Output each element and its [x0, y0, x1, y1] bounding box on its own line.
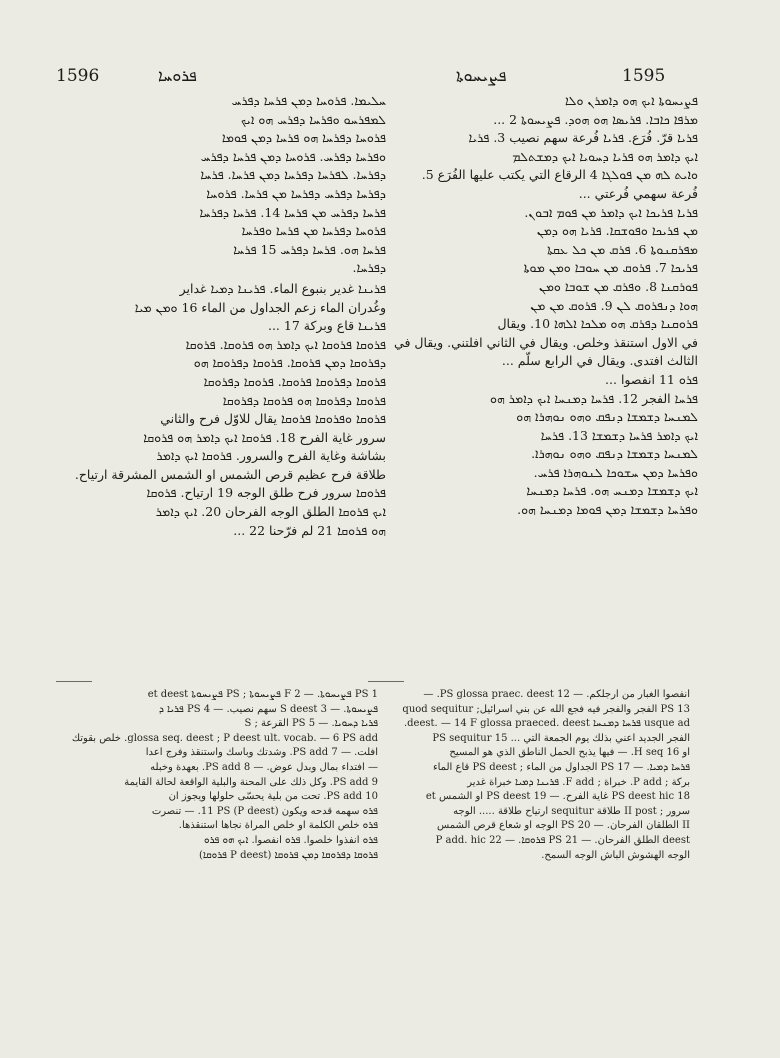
text-line: ܦܪܚܐ ܗܘ. ܦܪܚܐ ܕܦܪܚ 15 ܦܪܚܐ [233, 241, 386, 257]
footnote-line: glossa seq. deest ; P deest ult. vocab. — 6 PS add. خلص بقوتك [71, 732, 378, 744]
right-running-title: ܦܨܝܚܘܬܐ [456, 66, 507, 85]
footnote-divider [56, 681, 92, 682]
text-line: الثالث افتدى. ويقال في الرابع سلّم ... [501, 353, 698, 369]
text-line: ܦܪܝܢܐ غدير بنبوع الماء. ܦܪܝܢܐ ܕܡܝܐ غداير [179, 280, 386, 296]
text-line: ܦܨܝܚܘܬܐ ܐܝܟ ܗܘ ܕܐܡܪܢ ܘܠܐ [565, 93, 698, 108]
footnote-line: 10 PS add. تحت من بلية يحسّى حلولها ويجوز ان [168, 791, 378, 803]
text-line: ܕܦܪܘܩܐ ܕܡܢ ܦܪܘܩܐ. ܦܪܘܩܐ ܕܦܪܘܩܐ ܗܘ [193, 355, 386, 371]
text-line: ܡܢ ܦܪܝܟܐ ܘܦܘܫܩܐ. ܦܪܝܐ ܗܘ ܕܡܢ [536, 223, 698, 239]
text-line: سرور غاية الفرح 18. ܦܪܘܩܐ ܐܝܟ ܕܐܡܪ ܗܘ ܦܪܘܩܐ [143, 429, 386, 445]
text-line: ܦܪܘܚܐ ܕܦܪܚܐ ܡܢ ܦܪܚܐ ܘܦܪܚܐ [241, 223, 386, 239]
text-line: ܕܦܪܚܐ. ܠܦܪܚܐ ܕܦܪܚܐ ܕܡܢ ܦܪܚܐ. ܦܪܚܐ [200, 167, 386, 183]
right-footnotes [370, 688, 690, 863]
text-line: ܡܦܪܩܢܘܬܐ 6. ܦܪܩ ܡܢ ܟܠ ܥܩܬܐ [547, 241, 698, 257]
text-line: ܦܪܘܩܐ ܕܦܪܘܩܐ ܦܪܘܩܐ. ܦܪܘܩܐ ܕܦܪܘܩܐ [203, 373, 386, 389]
footnote-line: — افتداء بمال وبدل عوض. — 8 PS add. بعهدة وخبله [150, 761, 378, 773]
footnote-line: ܦܪܘ انفذوا خلصوا. ܦܪܘ انفصوا. ܐܝܟ ܗܘ ܦܪܘ [204, 834, 378, 846]
footnote-line: ܦܪܚܐ ܕܡܝܐ. — 17 PS الجداول من الماء ; PS deest قاع الماء [432, 761, 690, 773]
text-line: ܕܦܪܚܐ. [352, 260, 386, 276]
footnote-line: الوجه الهشوش الباش الوجه السمح. [541, 849, 690, 861]
text-line: ܦܪܘܩܐ ܘܦܪܘܩܐ ܦܪܘܩܐ يقال للاوّل فرح والثاني [160, 411, 386, 427]
text-line: بشاشة وغاية الفرح والسرور. ܦܪܘܩܐ ܐܝܟ ܕܐܡܪ [156, 448, 386, 464]
text-line: ܦܪܝܐ ܦܪܝܟܐ ܐܝܟ ܕܐܡܪ ܡܢ ܦܘܡ ܐܒܘܢ. [524, 204, 698, 220]
footnote-line: بركة ; P add. خبراة ; F add. ܦܪܝܢܐ ܕܡܝܐ خبراة غدير [467, 776, 690, 788]
text-line: طلاقة فرح عظيم قرص الشمس او الشمس المشرقة ارتياح. [74, 466, 386, 482]
footnote-line: او 16 H seq. — فيها يذبح الحمل الناطق الذي هو المسيح [449, 747, 690, 759]
text-line: ܘܦܪܚܐ ܕܫܡܫܐ ܕܡܢ ܦܘܡܐ ܕܡܢܚܐ ܗܘ. [517, 502, 698, 518]
footnote-line: ܦܪܝܐ ܕܚܘܝܐ. — 5 PS القرعة ; S [244, 718, 378, 730]
text-line: ܘܦܪܚܐ ܕܦܪܚ. ܦܪܘܚܐ ܕܡܢ ܦܪܚܐ ܕܦܪܚ [200, 148, 386, 164]
text-line: ܐܝܟ ܕܫܡܫܐ ܕܡܢܚ ܗܘ. ܦܪܚܐ ܕܡܢܚܐ [526, 483, 698, 499]
left-text-column [56, 92, 386, 540]
text-line: ܦܘܪܩܢܐ 8. ܘܦܪܩ ܡܢ ܫܘܒܐ ܘܡܢ [538, 278, 698, 294]
right-page-number: 1595 [622, 66, 666, 86]
text-line: ܦܪܘܩܐ سرور فرح طلق الوجه 19 ارتياح. ܦܪܘܩܐ [146, 485, 386, 501]
text-line: ܐܝܟ ܦܪܘܩܐ الطلق الوجه الفرحان 20. ܐܝܟ ܕܐܡܪ [155, 504, 386, 520]
footnote-line: usque ad ܦܪܚܐ ܕܡܢܚܐ deest. — 14 F glossa praeced. deest. [403, 718, 690, 730]
footnote-line: II الطلقان الفرحان. — 20 PS الوجه او شعاع قرص الشمس [437, 820, 690, 832]
text-line: ܦܪܝܐ قرّ. فُرَع. ܦܪܝܐ فُرعة سهم نصيب 3. ܦܪܝܐ [468, 130, 698, 146]
left-footnotes [58, 688, 378, 863]
text-line: ܚܠܝܡܐ. ܦܪܘܚܐ ܕܡܢ ܦܪܚܐ ܕܦܪܚ [231, 93, 386, 108]
footnote-line: ܦܪܘ سهمه قدحه ويكون (P deest) 11 PS. — تنصرت [151, 805, 378, 817]
footnote-line: افلت. — 7 PS add. وشدتك وباسك واستنقذ وفرج اعدا [145, 747, 378, 759]
footnote-line: ܦܨܝܚܘܬܐ. — 3 S deest سهم نصيب. — 4 PS ܦܪܝܐ ܕ [158, 703, 378, 715]
left-page-number: 1596 [56, 66, 100, 86]
text-line: ܦܪܘܩܐ ܦܪܘܩܐ ܐܝܟ ܕܐܡܪ ܗܘ ܦܪܘܩܐ. ܦܪܘܩܐ [185, 336, 386, 352]
text-line: ܗܘ ܦܪܘܩܐ 21 لم فرّحنا 22 ... [233, 522, 386, 538]
footnote-line: 13 PS الفجر والفجر فيه فجع الله عن بني اسرائيل; quod sequitur [402, 703, 690, 715]
text-line: ܠܡܢܚܐ ܕܫܡܫܐ ܕܢܦܩ ܘܗܘ ܢܘܗܪܐ ܗܘ [516, 409, 698, 425]
text-line: ܐܝܟ ܕܐܡܪ ܦܪܚܐ ܕܫܡܫܐ 13. ܦܪܚܐ [540, 427, 698, 443]
footnote-line: انفصوا الغبار من ارجلكم. — 12 PS glossa praec. deest. — [423, 689, 690, 700]
text-line: ܘܦܪܚܐ ܕܡܢ ܚܫܘܟܐ ܠܢܘܗܪܐ ܦܪܚ. [533, 464, 698, 480]
text-line: في الاول استنقذ وخلص. ويقال في الثاني افلتني. ويقال في [394, 334, 698, 350]
text-line: ܦܪܘ 11 انفصوا ... [605, 371, 698, 387]
footnote-line: الفجر الجديد اعني بذلك يوم الجمعة التي ... 15 PS sequitur [432, 732, 690, 744]
text-line: ܡܪܦܐ ܟܐܒܐ. ܦܪܝܣܐ ܗܘ ܗܘܕ. ܦܨܝܚܘܬܐ 2 ... [493, 111, 698, 127]
text-line: ܐܝܟ ܕܐܡܪ ܗܘ ܦܪܝܐ ܕܚܘܝܐ ܐܝܟ ܕܡܫܬܠܡ [512, 148, 698, 164]
footnote-line: 9 PS add. وكل ذلك على المحنة والبلية الواقعة لحالة القايمة [124, 776, 378, 788]
footnote-line: ܦܪܘ خلص الكلمة او خلص المراة نجاها استنقذها. [178, 820, 378, 832]
text-line: ܦܪܘܩܐ ܕܦܪܘܩܐ ܗܘ ܦܪܘܩܐ ܕܦܪܘܩܐ [222, 392, 386, 408]
text-line: ܦܪܘܚܐ ܕܦܪܚܐ ܗܘ ܦܪܚܐ ܕܡܢ ܦܘܡܐ [221, 130, 386, 146]
footnote-line: 18 PS deest hic غاية الفرح. — 19 PS deest او الشمس et [425, 791, 690, 803]
text-line: ܦܪܝܟܐ 7. ܦܪܘܩ ܡܢ ܚܘܒܐ ܘܡܢ ܡܘܬܐ [523, 260, 698, 276]
text-line: ܗܘܐ ܕܢܦܪܘܩ ܠܢ 9. ܦܪܘܩ ܡܢ ܡܢ [530, 297, 698, 313]
text-line: وغُدران الماء زعم الجداول من الماء 16 ܘܡܢ ܡܝܐ [134, 299, 386, 315]
text-line: ܦܪܚܐ الفجر 12. ܦܪܚܐ ܕܡܢܚܐ ܐܝܟ ܕܐܡܪ ܗܘ [489, 390, 698, 406]
footnote-line: deest الطلق الفرحان. — 21 PS ܦܪܘܩܐ. — 22 P add. hic [435, 834, 690, 846]
footnote-line: 1 PS ܦܨܝܚܘܬܐ. — 2 F ܦܨܝܚܘܬܐ ; PS ܦܨܝܚܘܬܐ et deest [147, 689, 378, 700]
text-line: ܦܪܝܢܐ قاع وبركة 17 ... [267, 318, 386, 334]
text-line: ܦܪܘܩܢܐ ܕܦܪܩ ܗܘ ܡܠܟܐ ܐܠܗܐ 10. ويقال [497, 316, 698, 332]
footnote-line: ܦܪܘܩܐ ܕܦܪܘܩܐ ܕܡܢ ܦܪܘܩܐ (P deest ܦܪܘܩܐ) [199, 849, 378, 861]
text-line: فُرعة سهمي فُرعتي ... [578, 185, 698, 201]
text-line: ܦܪܚܐ ܕܦܪܚ ܡܢ ܦܪܚܐ 14. ܦܪܚܐ ܕܦܪܚܐ [199, 204, 386, 220]
text-line: ܘܐܝܬ ܠܗ ܡܢ ܦܘܠܓܐ 4 الرقاع التي يكتب عليها الفُرَع 5. [421, 167, 698, 183]
text-line: ܠܡܢܚܐ ܕܫܡܫܐ ܕܢܦܩ ܘܗܘ ܢܘܗܪܐ. [531, 446, 698, 462]
text-line: ܕܦܪܚܐ ܕܦܪܚ ܕܦܪܚܐ ܡܢ ܦܪܚܐ. ܦܪܘܚܐ [206, 185, 386, 201]
left-running-title: ܦܪܘܚܐ [158, 66, 197, 85]
text-line: ܠܡܦܪܚܘ ܘܦܪܚܐ ܕܦܪܚ ܗܘ ܐܝܟ [241, 111, 386, 127]
footnote-line: سرور ; II post طلاقة sequitur ارتياح طلاقة ..... الوجه [453, 805, 690, 817]
footnote-divider [368, 681, 404, 682]
right-text-column [368, 92, 698, 520]
